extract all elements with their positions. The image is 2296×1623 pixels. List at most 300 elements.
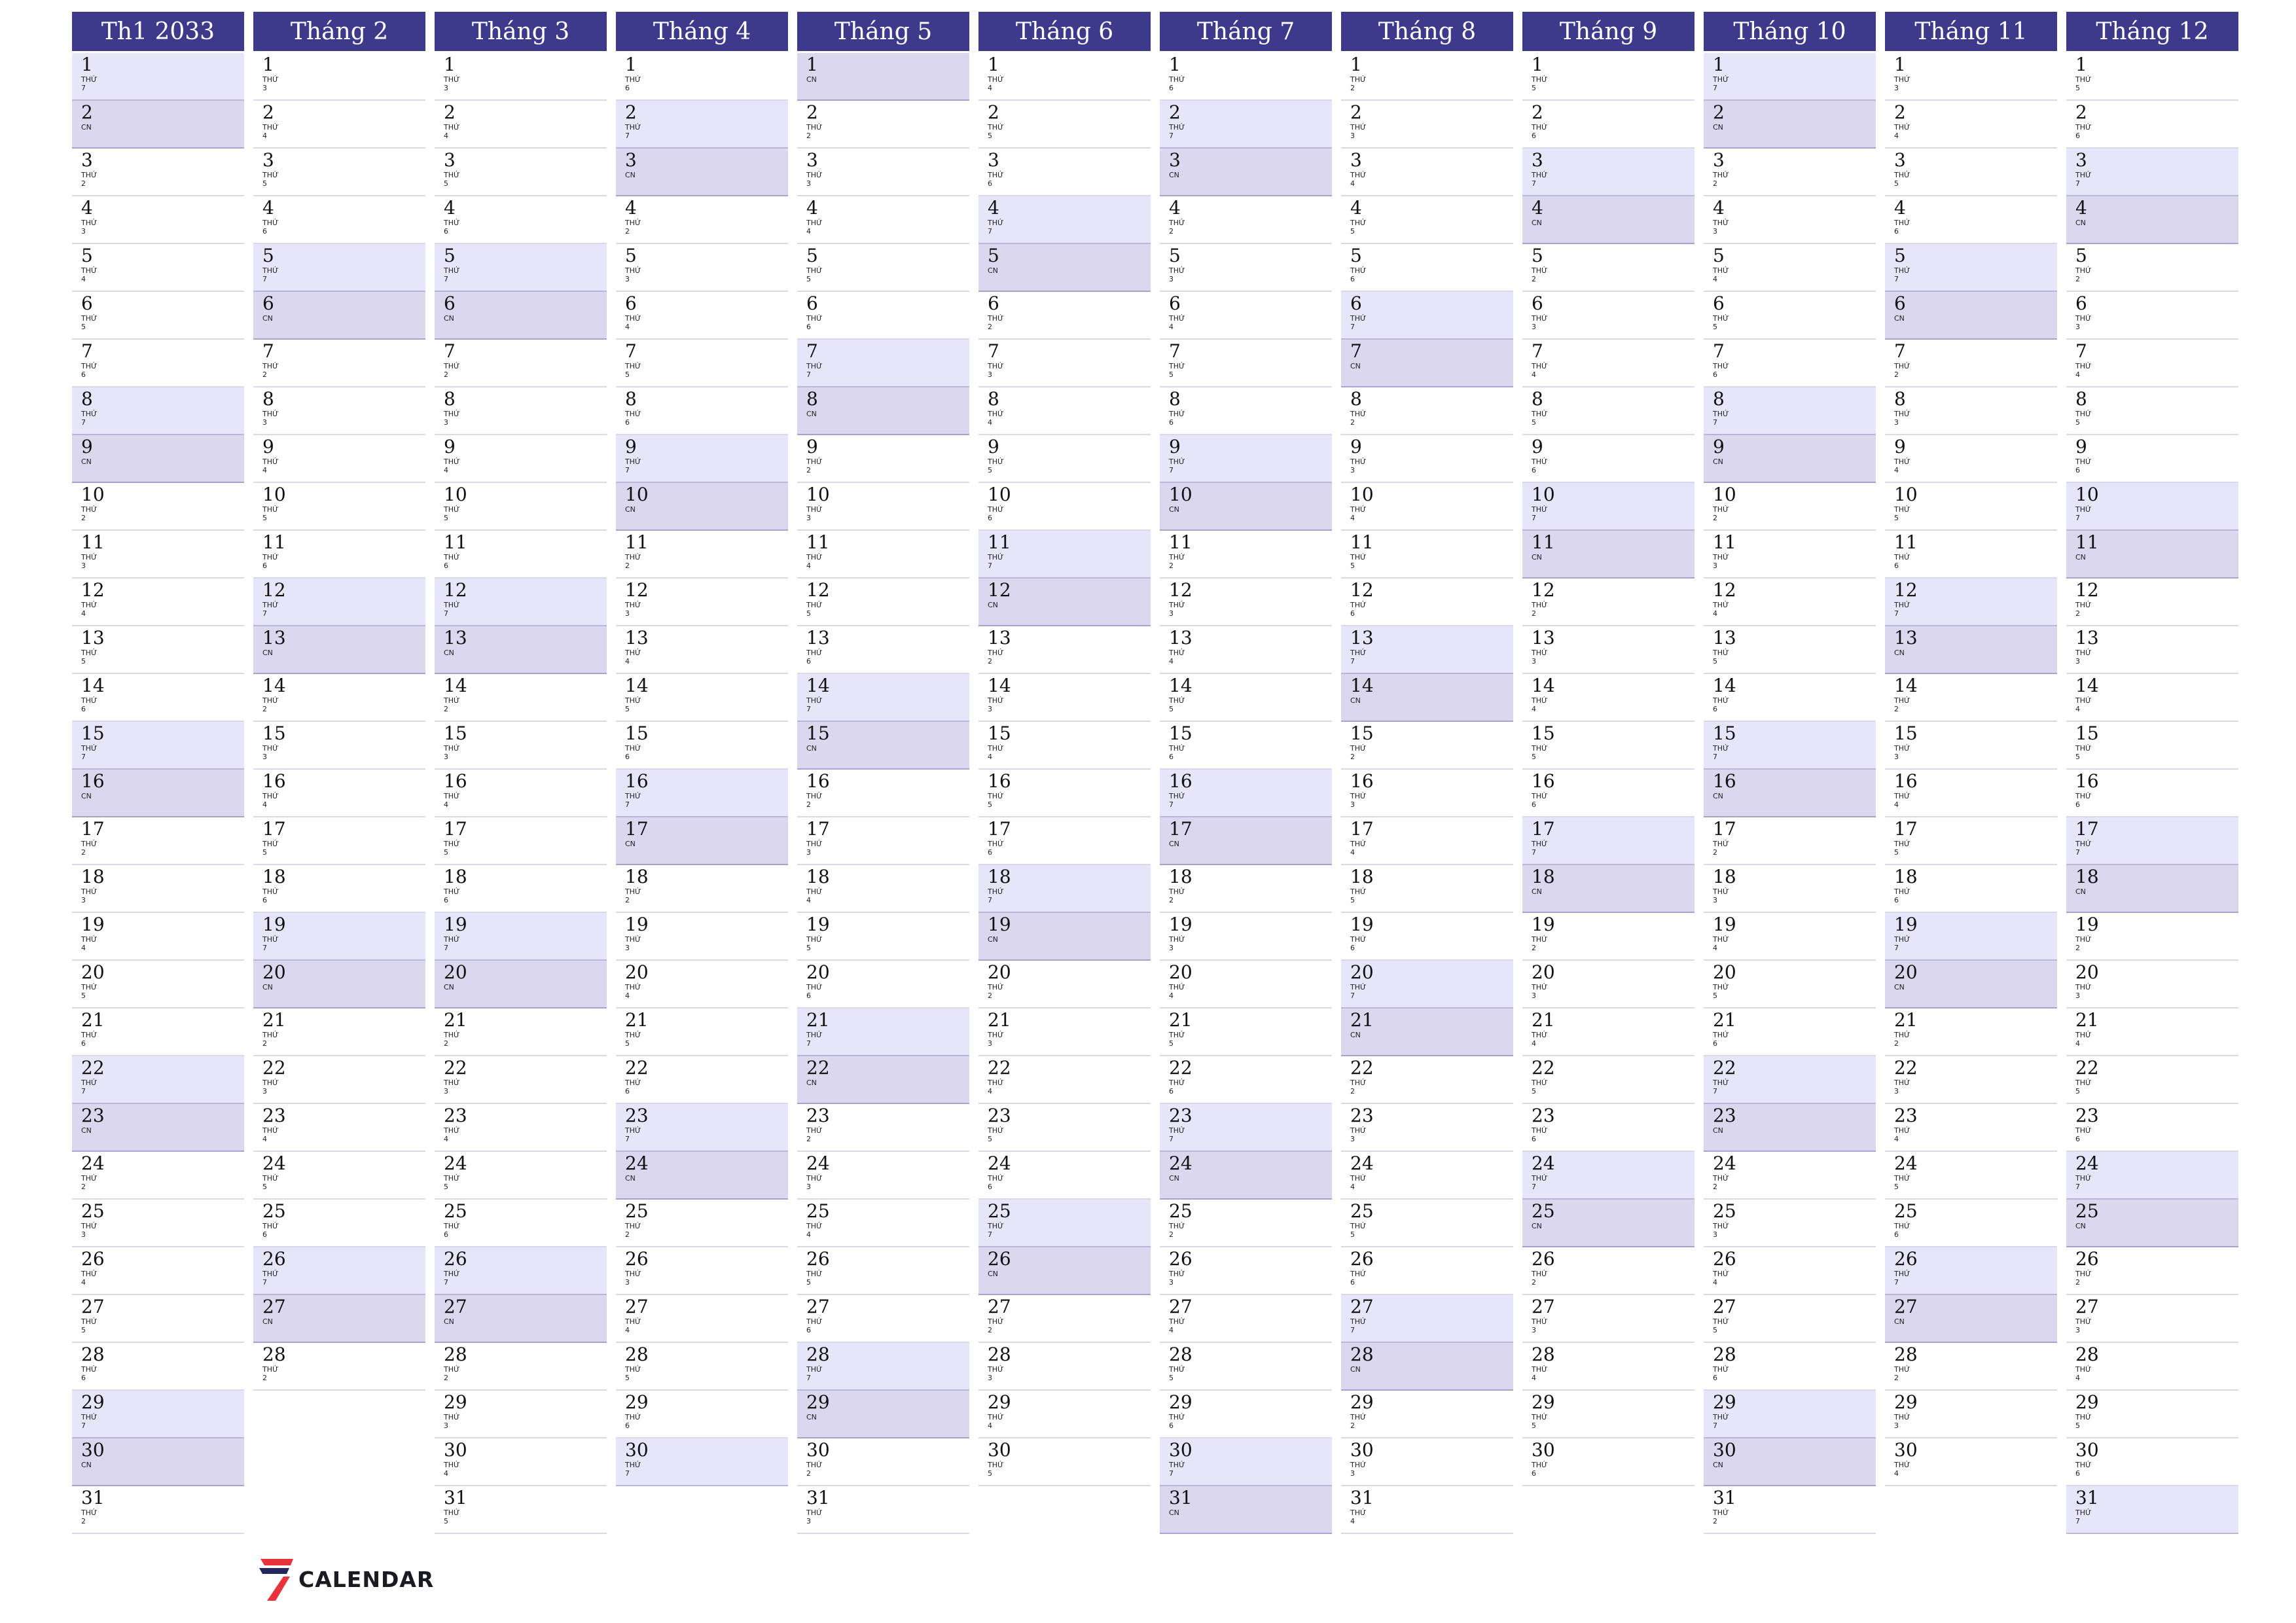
- day-cell[interactable]: [2066, 483, 2238, 531]
- day-cell[interactable]: [435, 865, 607, 913]
- day-cell[interactable]: [1341, 1056, 1513, 1104]
- day-cell[interactable]: [1522, 435, 1695, 483]
- day-cell[interactable]: [797, 1008, 969, 1056]
- day-cell[interactable]: [72, 961, 244, 1008]
- day-cell[interactable]: [72, 1391, 244, 1438]
- day-cell[interactable]: [1341, 722, 1513, 770]
- day-cell[interactable]: [1341, 1486, 1513, 1534]
- day-cell[interactable]: [616, 196, 788, 244]
- day-cell[interactable]: [1704, 1152, 1876, 1200]
- day-cell[interactable]: [1704, 1391, 1876, 1438]
- day-cell[interactable]: [978, 149, 1151, 196]
- day-cell[interactable]: [2066, 865, 2238, 913]
- day-cell[interactable]: [1160, 1486, 1332, 1534]
- day-cell[interactable]: [72, 1104, 244, 1152]
- day-cell[interactable]: [1522, 244, 1695, 292]
- day-cell[interactable]: [2066, 53, 2238, 101]
- day-cell[interactable]: [1522, 817, 1695, 865]
- day-cell[interactable]: [1160, 435, 1332, 483]
- day-cell[interactable]: [1160, 770, 1332, 817]
- day-cell[interactable]: [1160, 1247, 1332, 1295]
- day-cell[interactable]: [1522, 1247, 1695, 1295]
- day-cell[interactable]: [253, 626, 425, 674]
- day-cell[interactable]: [616, 531, 788, 579]
- day-cell[interactable]: [1341, 1438, 1513, 1486]
- day-cell[interactable]: [616, 770, 788, 817]
- day-cell[interactable]: [1704, 1486, 1876, 1534]
- day-cell[interactable]: [1704, 961, 1876, 1008]
- day-cell[interactable]: [2066, 1295, 2238, 1343]
- day-cell[interactable]: [1885, 579, 2057, 626]
- day-cell[interactable]: [72, 1056, 244, 1104]
- day-cell[interactable]: [1704, 101, 1876, 149]
- day-cell[interactable]: [253, 1152, 425, 1200]
- day-cell[interactable]: [2066, 531, 2238, 579]
- day-cell[interactable]: [1160, 1391, 1332, 1438]
- day-cell[interactable]: [435, 435, 607, 483]
- day-cell[interactable]: [1341, 244, 1513, 292]
- day-cell[interactable]: [616, 244, 788, 292]
- day-cell[interactable]: [1885, 961, 2057, 1008]
- day-cell[interactable]: [797, 435, 969, 483]
- day-cell[interactable]: [1160, 1056, 1332, 1104]
- day-cell[interactable]: [978, 435, 1151, 483]
- day-cell[interactable]: [435, 149, 607, 196]
- day-cell[interactable]: [797, 1391, 969, 1438]
- day-cell[interactable]: [435, 1247, 607, 1295]
- day-cell[interactable]: [2066, 817, 2238, 865]
- day-cell[interactable]: [797, 674, 969, 722]
- day-cell[interactable]: [1885, 149, 2057, 196]
- day-cell[interactable]: [1704, 1104, 1876, 1152]
- day-cell[interactable]: [72, 1295, 244, 1343]
- day-cell[interactable]: [2066, 1200, 2238, 1247]
- day-cell[interactable]: [797, 1438, 969, 1486]
- day-cell[interactable]: [1522, 1056, 1695, 1104]
- day-cell[interactable]: [435, 913, 607, 961]
- day-cell[interactable]: [616, 53, 788, 101]
- day-cell[interactable]: [72, 387, 244, 435]
- day-cell[interactable]: [1885, 674, 2057, 722]
- day-cell[interactable]: [797, 1152, 969, 1200]
- day-cell[interactable]: [72, 101, 244, 149]
- day-cell[interactable]: [978, 196, 1151, 244]
- day-cell[interactable]: [616, 913, 788, 961]
- day-cell[interactable]: [2066, 722, 2238, 770]
- day-cell[interactable]: [435, 961, 607, 1008]
- day-cell[interactable]: [2066, 387, 2238, 435]
- day-cell[interactable]: [1160, 340, 1332, 387]
- day-cell[interactable]: [1522, 961, 1695, 1008]
- day-cell[interactable]: [435, 483, 607, 531]
- day-cell[interactable]: [435, 770, 607, 817]
- day-cell[interactable]: [797, 149, 969, 196]
- day-cell[interactable]: [1160, 531, 1332, 579]
- day-cell[interactable]: [72, 1152, 244, 1200]
- day-cell[interactable]: [616, 1008, 788, 1056]
- day-cell[interactable]: [2066, 340, 2238, 387]
- day-cell[interactable]: [1704, 770, 1876, 817]
- day-cell[interactable]: [1522, 770, 1695, 817]
- day-cell[interactable]: [72, 1200, 244, 1247]
- day-cell[interactable]: [1704, 483, 1876, 531]
- day-cell[interactable]: [253, 722, 425, 770]
- day-cell[interactable]: [1885, 1200, 2057, 1247]
- day-cell[interactable]: [1160, 865, 1332, 913]
- day-cell[interactable]: [616, 1295, 788, 1343]
- day-cell[interactable]: [253, 1247, 425, 1295]
- day-cell[interactable]: [2066, 674, 2238, 722]
- day-cell[interactable]: [616, 1104, 788, 1152]
- day-cell[interactable]: [1522, 913, 1695, 961]
- day-cell[interactable]: [1341, 817, 1513, 865]
- day-cell[interactable]: [1341, 1104, 1513, 1152]
- day-cell[interactable]: [1522, 865, 1695, 913]
- day-cell[interactable]: [1522, 340, 1695, 387]
- day-cell[interactable]: [1341, 626, 1513, 674]
- day-cell[interactable]: [435, 1486, 607, 1534]
- day-cell[interactable]: [616, 483, 788, 531]
- day-cell[interactable]: [978, 1152, 1151, 1200]
- day-cell[interactable]: [616, 340, 788, 387]
- day-cell[interactable]: [797, 1200, 969, 1247]
- day-cell[interactable]: [1341, 483, 1513, 531]
- day-cell[interactable]: [435, 1295, 607, 1343]
- day-cell[interactable]: [616, 674, 788, 722]
- day-cell[interactable]: [1704, 1008, 1876, 1056]
- day-cell[interactable]: [797, 1295, 969, 1343]
- day-cell[interactable]: [253, 579, 425, 626]
- day-cell[interactable]: [1160, 1008, 1332, 1056]
- day-cell[interactable]: [797, 101, 969, 149]
- day-cell[interactable]: [797, 387, 969, 435]
- day-cell[interactable]: [797, 531, 969, 579]
- day-cell[interactable]: [1522, 722, 1695, 770]
- day-cell[interactable]: [435, 1391, 607, 1438]
- day-cell[interactable]: [1341, 1008, 1513, 1056]
- day-cell[interactable]: [1160, 1295, 1332, 1343]
- day-cell[interactable]: [978, 1056, 1151, 1104]
- day-cell[interactable]: [1885, 483, 2057, 531]
- day-cell[interactable]: [1522, 579, 1695, 626]
- day-cell[interactable]: [72, 674, 244, 722]
- day-cell[interactable]: [253, 865, 425, 913]
- day-cell[interactable]: [435, 244, 607, 292]
- day-cell[interactable]: [1160, 1343, 1332, 1391]
- day-cell[interactable]: [1704, 340, 1876, 387]
- day-cell[interactable]: [435, 626, 607, 674]
- day-cell[interactable]: [1704, 531, 1876, 579]
- day-cell[interactable]: [1522, 196, 1695, 244]
- day-cell[interactable]: [978, 913, 1151, 961]
- day-cell[interactable]: [253, 292, 425, 340]
- day-cell[interactable]: [253, 1200, 425, 1247]
- day-cell[interactable]: [253, 961, 425, 1008]
- day-cell[interactable]: [253, 340, 425, 387]
- day-cell[interactable]: [2066, 435, 2238, 483]
- day-cell[interactable]: [978, 1104, 1151, 1152]
- day-cell[interactable]: [72, 149, 244, 196]
- day-cell[interactable]: [1341, 196, 1513, 244]
- day-cell[interactable]: [1704, 817, 1876, 865]
- day-cell[interactable]: [1522, 1008, 1695, 1056]
- day-cell[interactable]: [1341, 531, 1513, 579]
- day-cell[interactable]: [1704, 244, 1876, 292]
- day-cell[interactable]: [1341, 674, 1513, 722]
- day-cell[interactable]: [1160, 674, 1332, 722]
- day-cell[interactable]: [1341, 1391, 1513, 1438]
- day-cell[interactable]: [253, 1295, 425, 1343]
- day-cell[interactable]: [978, 1391, 1151, 1438]
- day-cell[interactable]: [435, 531, 607, 579]
- day-cell[interactable]: [72, 1486, 244, 1534]
- day-cell[interactable]: [253, 244, 425, 292]
- day-cell[interactable]: [1522, 1438, 1695, 1486]
- day-cell[interactable]: [72, 1008, 244, 1056]
- day-cell[interactable]: [978, 1343, 1151, 1391]
- day-cell[interactable]: [253, 770, 425, 817]
- day-cell[interactable]: [1885, 865, 2057, 913]
- day-cell[interactable]: [1885, 1391, 2057, 1438]
- day-cell[interactable]: [435, 722, 607, 770]
- day-cell[interactable]: [616, 817, 788, 865]
- day-cell[interactable]: [1160, 579, 1332, 626]
- day-cell[interactable]: [616, 1438, 788, 1486]
- day-cell[interactable]: [797, 1343, 969, 1391]
- day-cell[interactable]: [72, 53, 244, 101]
- day-cell[interactable]: [253, 913, 425, 961]
- day-cell[interactable]: [72, 340, 244, 387]
- day-cell[interactable]: [1160, 913, 1332, 961]
- day-cell[interactable]: [2066, 626, 2238, 674]
- day-cell[interactable]: [2066, 1152, 2238, 1200]
- day-cell[interactable]: [1522, 1104, 1695, 1152]
- day-cell[interactable]: [72, 196, 244, 244]
- day-cell[interactable]: [1522, 531, 1695, 579]
- day-cell[interactable]: [435, 53, 607, 101]
- day-cell[interactable]: [2066, 101, 2238, 149]
- day-cell[interactable]: [978, 292, 1151, 340]
- day-cell[interactable]: [616, 149, 788, 196]
- day-cell[interactable]: [2066, 149, 2238, 196]
- day-cell[interactable]: [797, 770, 969, 817]
- day-cell[interactable]: [2066, 1056, 2238, 1104]
- day-cell[interactable]: [253, 1056, 425, 1104]
- day-cell[interactable]: [797, 1056, 969, 1104]
- day-cell[interactable]: [1160, 961, 1332, 1008]
- day-cell[interactable]: [797, 626, 969, 674]
- day-cell[interactable]: [978, 244, 1151, 292]
- day-cell[interactable]: [435, 1152, 607, 1200]
- day-cell[interactable]: [253, 101, 425, 149]
- day-cell[interactable]: [978, 531, 1151, 579]
- day-cell[interactable]: [1341, 1343, 1513, 1391]
- day-cell[interactable]: [1522, 674, 1695, 722]
- day-cell[interactable]: [616, 722, 788, 770]
- day-cell[interactable]: [253, 1008, 425, 1056]
- day-cell[interactable]: [616, 1247, 788, 1295]
- day-cell[interactable]: [1341, 1152, 1513, 1200]
- day-cell[interactable]: [1522, 1152, 1695, 1200]
- day-cell[interactable]: [797, 1104, 969, 1152]
- day-cell[interactable]: [253, 817, 425, 865]
- day-cell[interactable]: [253, 387, 425, 435]
- day-cell[interactable]: [797, 961, 969, 1008]
- day-cell[interactable]: [1885, 292, 2057, 340]
- day-cell[interactable]: [2066, 1343, 2238, 1391]
- day-cell[interactable]: [1341, 1247, 1513, 1295]
- day-cell[interactable]: [1341, 149, 1513, 196]
- day-cell[interactable]: [616, 1200, 788, 1247]
- day-cell[interactable]: [1160, 1200, 1332, 1247]
- day-cell[interactable]: [797, 483, 969, 531]
- day-cell[interactable]: [2066, 1486, 2238, 1534]
- day-cell[interactable]: [2066, 1247, 2238, 1295]
- day-cell[interactable]: [72, 1247, 244, 1295]
- day-cell[interactable]: [616, 1152, 788, 1200]
- day-cell[interactable]: [1885, 340, 2057, 387]
- day-cell[interactable]: [616, 961, 788, 1008]
- day-cell[interactable]: [1160, 1152, 1332, 1200]
- day-cell[interactable]: [1160, 244, 1332, 292]
- day-cell[interactable]: [616, 1391, 788, 1438]
- day-cell[interactable]: [72, 292, 244, 340]
- day-cell[interactable]: [1885, 1104, 2057, 1152]
- day-cell[interactable]: [978, 101, 1151, 149]
- day-cell[interactable]: [1885, 1247, 2057, 1295]
- day-cell[interactable]: [2066, 1438, 2238, 1486]
- day-cell[interactable]: [978, 387, 1151, 435]
- day-cell[interactable]: [435, 817, 607, 865]
- day-cell[interactable]: [797, 913, 969, 961]
- day-cell[interactable]: [978, 1438, 1151, 1486]
- day-cell[interactable]: [1522, 1295, 1695, 1343]
- day-cell[interactable]: [1704, 913, 1876, 961]
- day-cell[interactable]: [616, 292, 788, 340]
- day-cell[interactable]: [1522, 1391, 1695, 1438]
- day-cell[interactable]: [2066, 196, 2238, 244]
- day-cell[interactable]: [616, 579, 788, 626]
- day-cell[interactable]: [1160, 387, 1332, 435]
- day-cell[interactable]: [2066, 244, 2238, 292]
- day-cell[interactable]: [253, 1104, 425, 1152]
- day-cell[interactable]: [253, 196, 425, 244]
- day-cell[interactable]: [1885, 196, 2057, 244]
- day-cell[interactable]: [72, 483, 244, 531]
- day-cell[interactable]: [435, 196, 607, 244]
- day-cell[interactable]: [72, 1438, 244, 1486]
- day-cell[interactable]: [797, 1486, 969, 1534]
- day-cell[interactable]: [435, 1008, 607, 1056]
- day-cell[interactable]: [435, 1056, 607, 1104]
- day-cell[interactable]: [616, 1343, 788, 1391]
- day-cell[interactable]: [978, 865, 1151, 913]
- day-cell[interactable]: [2066, 770, 2238, 817]
- day-cell[interactable]: [1885, 531, 2057, 579]
- day-cell[interactable]: [1704, 1200, 1876, 1247]
- day-cell[interactable]: [1522, 101, 1695, 149]
- day-cell[interactable]: [1885, 1295, 2057, 1343]
- day-cell[interactable]: [1704, 1056, 1876, 1104]
- day-cell[interactable]: [1704, 865, 1876, 913]
- day-cell[interactable]: [1885, 1343, 2057, 1391]
- day-cell[interactable]: [1160, 101, 1332, 149]
- day-cell[interactable]: [1885, 626, 2057, 674]
- day-cell[interactable]: [1885, 1152, 2057, 1200]
- day-cell[interactable]: [1522, 53, 1695, 101]
- day-cell[interactable]: [253, 674, 425, 722]
- day-cell[interactable]: [797, 244, 969, 292]
- day-cell[interactable]: [1160, 292, 1332, 340]
- day-cell[interactable]: [253, 149, 425, 196]
- day-cell[interactable]: [1160, 722, 1332, 770]
- day-cell[interactable]: [1885, 435, 2057, 483]
- day-cell[interactable]: [978, 722, 1151, 770]
- day-cell[interactable]: [978, 961, 1151, 1008]
- day-cell[interactable]: [1522, 149, 1695, 196]
- day-cell[interactable]: [435, 292, 607, 340]
- day-cell[interactable]: [1704, 674, 1876, 722]
- day-cell[interactable]: [1885, 817, 2057, 865]
- day-cell[interactable]: [978, 53, 1151, 101]
- day-cell[interactable]: [1341, 101, 1513, 149]
- day-cell[interactable]: [797, 579, 969, 626]
- day-cell[interactable]: [72, 579, 244, 626]
- day-cell[interactable]: [1522, 1200, 1695, 1247]
- day-cell[interactable]: [1885, 913, 2057, 961]
- day-cell[interactable]: [1160, 1438, 1332, 1486]
- day-cell[interactable]: [72, 913, 244, 961]
- day-cell[interactable]: [978, 1200, 1151, 1247]
- day-cell[interactable]: [1341, 913, 1513, 961]
- day-cell[interactable]: [1704, 435, 1876, 483]
- day-cell[interactable]: [797, 722, 969, 770]
- day-cell[interactable]: [1522, 292, 1695, 340]
- day-cell[interactable]: [978, 626, 1151, 674]
- day-cell[interactable]: [72, 531, 244, 579]
- brand-logo[interactable]: [257, 1556, 434, 1602]
- day-cell[interactable]: [797, 340, 969, 387]
- day-cell[interactable]: [435, 1438, 607, 1486]
- day-cell[interactable]: [72, 244, 244, 292]
- day-cell[interactable]: [1160, 1104, 1332, 1152]
- day-cell[interactable]: [435, 1104, 607, 1152]
- day-cell[interactable]: [435, 579, 607, 626]
- day-cell[interactable]: [435, 101, 607, 149]
- day-cell[interactable]: [797, 817, 969, 865]
- day-cell[interactable]: [1160, 626, 1332, 674]
- day-cell[interactable]: [978, 340, 1151, 387]
- day-cell[interactable]: [2066, 961, 2238, 1008]
- day-cell[interactable]: [1160, 149, 1332, 196]
- day-cell[interactable]: [253, 435, 425, 483]
- day-cell[interactable]: [253, 531, 425, 579]
- day-cell[interactable]: [253, 483, 425, 531]
- day-cell[interactable]: [797, 196, 969, 244]
- day-cell[interactable]: [1341, 340, 1513, 387]
- day-cell[interactable]: [1885, 387, 2057, 435]
- day-cell[interactable]: [72, 865, 244, 913]
- day-cell[interactable]: [1885, 1056, 2057, 1104]
- day-cell[interactable]: [2066, 579, 2238, 626]
- day-cell[interactable]: [616, 101, 788, 149]
- day-cell[interactable]: [616, 435, 788, 483]
- day-cell[interactable]: [1885, 244, 2057, 292]
- day-cell[interactable]: [1341, 1200, 1513, 1247]
- day-cell[interactable]: [435, 1343, 607, 1391]
- day-cell[interactable]: [1704, 196, 1876, 244]
- day-cell[interactable]: [1704, 1343, 1876, 1391]
